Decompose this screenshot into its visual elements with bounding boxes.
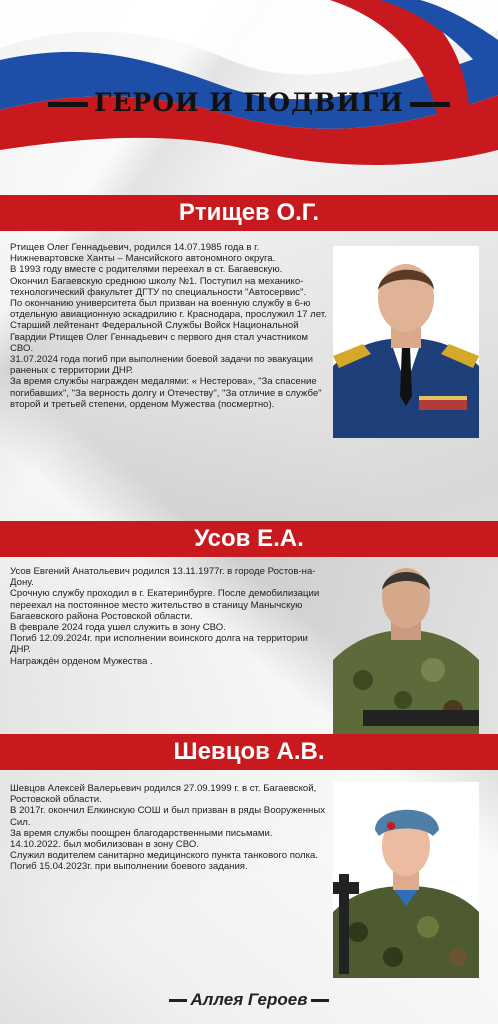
footer (0, 990, 498, 1010)
hero-name: Ртищев О.Г. (178, 199, 320, 226)
hero-name: Усов Е.А. (194, 525, 304, 552)
page-title (0, 88, 498, 117)
hero-photo-rtishchev (333, 246, 479, 438)
bio-line: В 1993 году вместе с родителями переехал в ст. Багаевскую. (10, 264, 283, 276)
bio-line: Усов Евгений Анатольевич родился 13.11.1977г. в городе Ростов-на-Дону. (10, 566, 316, 589)
hero-name-banner (0, 195, 498, 231)
bio-line: За время службы поощрен благодарственными письмами. (10, 827, 273, 839)
bio-line: В феврале 2024 года ушел служить в зону СВО. (10, 622, 226, 634)
hero-bio (10, 242, 330, 410)
bio-line: Служил водителем санитарно медицинского пункта танкового полка. (10, 850, 319, 862)
hero-bio (10, 783, 330, 873)
bio-line: 31.07.2024 года погиб при выполнении боевой задачи по эвакуации раненых с территории ДНР. (10, 354, 313, 377)
bio-line: По окончанию университета был призван на военную службу в 6-ю отдельную авиационную эскадрилию г. Краснодара, прослужил 17 лет. (10, 298, 327, 321)
bio-line: Ртищев Олег Геннадьевич, родился 14.07.1985 года в г. Нижневартовске Ханты – Мансийского автономного округа. (10, 242, 276, 265)
title-dash-left (48, 102, 88, 107)
bio-line: В 2017г. окончил Елкинскую СОШ и был призван в ряды Вооруженных Сил. (10, 805, 326, 828)
footer-text: Аллея Героев (190, 990, 308, 1009)
hero-name: Шевцов А.В. (173, 738, 325, 765)
bio-line: Погиб 12.09.2024г. при исполнении воинского долга на территории ДНР. (10, 633, 308, 656)
bio-line: Срочную службу проходил в г. Екатеринбурге. После демобилизации переехал на постоянное место жительство в станицу Манычскую Багаевского района Ростовской области. (10, 588, 320, 622)
footer-dash-left (169, 999, 187, 1002)
bio-line: 14.10.2022. был мобилизован в зону СВО. (10, 839, 199, 851)
hero-name-banner (0, 734, 498, 770)
bio-line: За время службы награжден медалями: « Нестерова», "За спасение погибавших", "За верность долгу и Отечеству", "За отличие в службе" второй и третьей степени, орденом Мужества (посмертно). (10, 376, 322, 410)
title-dash-right (410, 102, 450, 107)
hero-photo-usov (333, 560, 479, 736)
hero-photo-shevtsov (333, 782, 479, 978)
hero-bio (10, 566, 330, 667)
page-title-text: ГЕРОИ И ПОДВИГИ (94, 88, 404, 117)
bio-line: Погиб 15.04.2023г. при выполнении боевого задания. (10, 861, 248, 873)
bio-line: Старший лейтенант Федеральной Службы Войск Национальной Гвардии Ртищев Олег Геннадьевич с первого дня стал участником СВО. (10, 320, 309, 354)
bio-line: Награждён орденом Мужества . (10, 655, 153, 667)
bio-line: Окончил Багаевскую среднюю школу №1. Поступил на механико-технологический факультет ДГТУ по специальности "Автосервис". (10, 275, 307, 298)
hero-name-banner (0, 521, 498, 557)
bio-line: Шевцов Алексей Валерьевич родился 27.09.1999 г. в ст. Багаевской, Ростовской области. (10, 783, 317, 806)
russian-flag-ribbon (0, 0, 498, 170)
footer-dash-right (311, 999, 329, 1002)
